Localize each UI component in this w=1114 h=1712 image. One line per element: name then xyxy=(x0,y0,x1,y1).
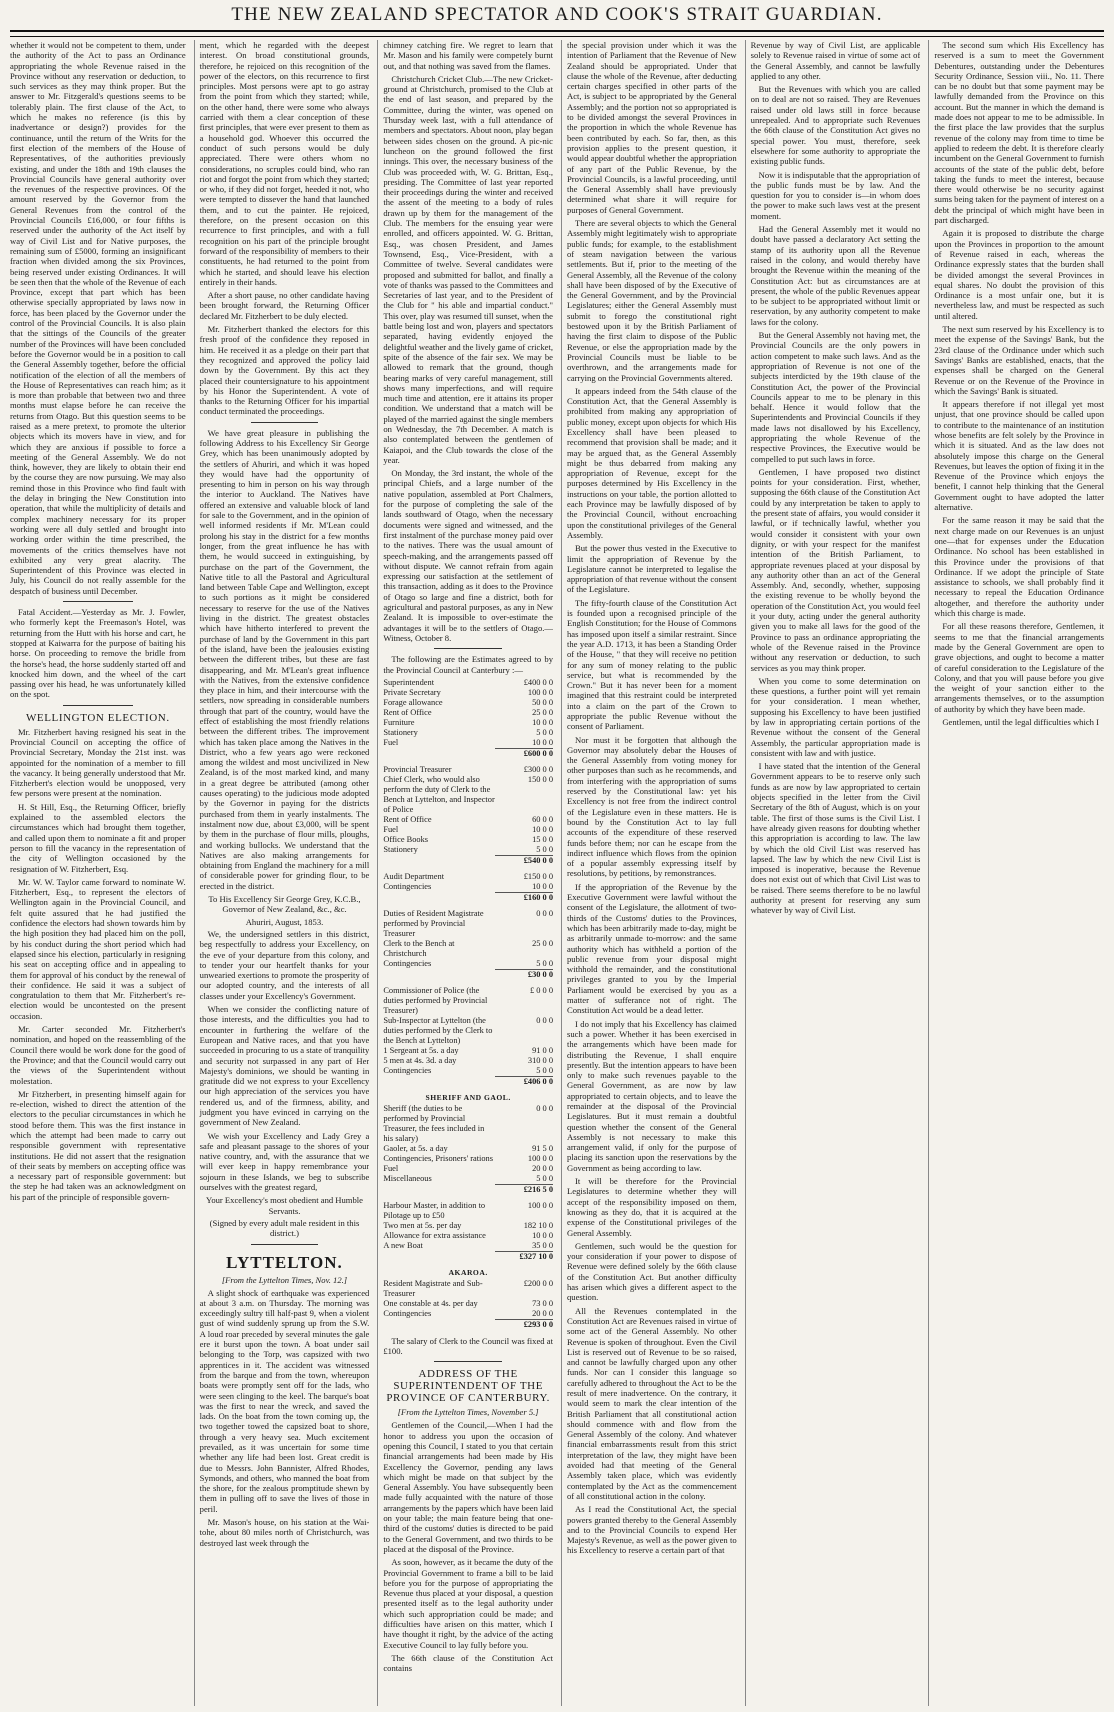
cricket-club-paragraph: Christchurch Cricket Club.—The new Cricket-ground at Christchurch, promised to the Club at the end of last season, and prepared by the Committee, during the winter, was opened on Thursday week last, with a full attendance of members and spectators. About noon, play began between sides chosen on the ground. A pic-nic luncheon on the ground followed the first innings. This over, the necessary business of the Club was proceeded with, W. G. Brittan, Esq., presiding. The Committee of last year reported their proceedings during the winter and received the assent of the meeting to a body of rules drawn up by them for the management of the Club. The members for the ensuing year were enrolled, and officers appointed. W. G. Brittan, Esq., was chosen President, and James Townsend, Esq., Vice-President, with a Committee of twelve. Several candidates were proposed and submitted for ballot, and finally a vote of thanks was passed to the Committees and Secretaries of last year, and to the President of the Club for " his able and impartial conduct." This over, play was resumed till sunset, when the battle being lost and won, players and spectators separated, having evidently enjoyed the delightful weather and the lively game of cricket, spite of the absence of the fair sex. We may be allowed to remark that the ground, though bearing marks of very careful management, still shows many imperfections, and will require much time and attention, ere it attains its proper condition. We understand that a match will be played of the married against the single members on Wednesday, the 7th December. A match is also contemplated between the gentlemen of Kaiapoi, and the Club towards the close of the year. xyxy=(383,73,553,465)
estimate-total: £540 0 0 xyxy=(495,855,553,866)
section-divider xyxy=(434,1361,502,1362)
estimate-row xyxy=(383,845,553,856)
estimate-amount: 0 0 0 xyxy=(536,1015,553,1025)
estimate-total-spacer xyxy=(383,969,495,980)
address-paragraph: When we consider the conflicting nature of those interests, and the difficulties you had to encounter in furthering the welfare of the European and Native races, and that you have succeeded in procuring to us a state of tranquility and security not surpassed in any part of Her Majesty's dominions, we should be wanting in gratitude did we not express to your Excellency our high appreciation of the services you have rendered us, and of the firmness, ability, and judgment you have evinced in carrying on the government of New Zealand. xyxy=(199,1004,370,1128)
estimate-row xyxy=(383,1221,553,1231)
estimate-item: Resident Magistrate and Sub-Treasurer xyxy=(383,1278,483,1298)
estimate-total: £216 5 0 xyxy=(495,1184,553,1195)
estimate-amount: 5 0 0 xyxy=(536,844,553,854)
address-paragraph: But the General Assembly not having met, the Provincial Councils are the only powers in action competent to make such laws. And as the appropriation of Revenue is not one of the subjects interdicted by the 19th clause of the Constitution Act, the power of the Provincial Councils appear to me to be plenary in this behalf. Hence it would follow that the Superintendents and Provincial Councils if they made laws not disallowed by his Excellency, appropriating the whole Revenue of the respective Provinces, the Executive would be compelled to put such laws in force. xyxy=(750,330,921,464)
address-paragraph: We wish your Excellency and Lady Grey a safe and pleasant passage to the shores of your native country, and, with the assurance that we will ever keep in happy remembrance your sojourn in these Islands, we beg to subscribe ourselves with the greatest regard, xyxy=(199,1130,370,1193)
estimate-amount: £200 0 0 xyxy=(523,1278,553,1288)
address-paragraph: It appears indeed from the 54th clause of the Constitution Act, that the General Assembly is prohibited from making any appropriation of public money, except upon objects for which His Excellency shall have been pleased to recommend that provision shall be made; and it may be argued that, as the General Assembly might be thus debarred from making any appropriation of Revenue, except for the purposes determined by His Excellency in the instructions on your table, the portion allotted to each Province may be lawfully disposed of by the Provincial Council, without encroaching upon the constitutional privileges of the General Assembly. xyxy=(567,385,737,540)
address-paragraph: It will be therefore for the Provincial Legislatures to determine whether they will accept of the responsibility imposed on them, knowing as they do, that it is acquired at the expense of the Constitutional privileges of the General Assembly. xyxy=(567,1176,737,1238)
estimates-table-3 xyxy=(383,872,553,903)
column-2 xyxy=(194,40,370,1706)
estimate-amount: 100 0 0 xyxy=(527,1153,553,1163)
estimate-amount: 20 0 0 xyxy=(532,1163,553,1173)
estimate-item: Forage allowance xyxy=(383,697,443,707)
estimates-table-8 xyxy=(383,1279,553,1330)
estimate-amount: 5 0 0 xyxy=(536,1065,553,1075)
estimate-row xyxy=(383,986,553,1016)
estimate-amount: 10 0 0 xyxy=(532,1230,553,1240)
estimate-row xyxy=(383,728,553,738)
column-4 xyxy=(561,40,737,1706)
estimate-total-spacer xyxy=(383,1319,495,1330)
address-paragraph: Again it is proposed to distribute the charge upon the Provinces in proportion to the amount of Revenue raised in each, whereas the Ordinance expressly states that the burden shall be divided amongst the several Provinces in equal shares. No doubt the provision of this Ordinance is a most unfair one, but it is nevertheless law, and must be respected as such until altered. xyxy=(934,228,1104,321)
estimate-item: Private Secretary xyxy=(383,687,441,697)
estimate-row xyxy=(383,1164,553,1174)
estimate-item: Office Books xyxy=(383,834,429,844)
estimate-row xyxy=(383,909,553,939)
address-paragraph: Had the General Assembly met it would no doubt have passed a declaratory Act setting the stamp of its authority upon all the Revenue raised in the colony, and would thereby have brought the Revenue within the meaning of the Constitution Act: but as circumstances are at present, the whole of the public Revenues appear to be subject to be appropriated without limit or reservation, by any authority competent to make laws for the colony. xyxy=(750,224,921,327)
estimate-row xyxy=(383,1154,553,1164)
estimate-amount: £150 0 0 xyxy=(523,871,553,881)
address-date: Ahuriri, August, 1853. xyxy=(245,916,324,927)
fire-continuation: chimney catching fire. We regret to learn that Mr. Mason and his family were competely burnt out, and that nothing was saved from the flames. xyxy=(383,40,553,71)
masthead-rule xyxy=(10,30,1104,37)
section-divider xyxy=(251,1244,319,1245)
column-1 xyxy=(10,40,186,1706)
estimate-amount: 100 0 0 xyxy=(527,1200,553,1210)
address-paragraph: The 66th clause of the Constitution Act contains xyxy=(383,1652,553,1674)
estimate-total-row xyxy=(383,1319,553,1330)
estimate-item: Contingencies, Prisoners' rations xyxy=(383,1153,494,1163)
estimate-row xyxy=(383,825,553,835)
estimate-item: A new Boat xyxy=(383,1240,423,1250)
column-5 xyxy=(745,40,921,1706)
estimate-amount: £300 0 0 xyxy=(523,764,553,774)
estimate-item: Contingencies xyxy=(383,1065,432,1075)
estimate-item: Superintendent xyxy=(383,677,435,687)
estimate-row xyxy=(383,1104,553,1144)
estimate-amount: 0 0 0 xyxy=(536,1103,553,1113)
estimate-amount: 5 0 0 xyxy=(536,727,553,737)
estimate-amount: 25 0 0 xyxy=(532,707,553,717)
estimate-item: Commissioner of Police (the duties performed by Provincial Treasurer) xyxy=(383,985,488,1015)
estimate-row xyxy=(383,678,553,688)
estimate-row xyxy=(383,939,553,959)
estimates-table-6 xyxy=(383,1104,553,1195)
election-paragraph: Mr. W. W. Taylor came forward to nominate W. Fitzherbert, Esq., to represent the electors of Wellington again in the Provincial Council, and felt quite assured that he had justified the confidence the electors had shown towards him by the high position they had placed him on the poll, by his conduct during the short period which had elapsed since his election, particularly in resigning his seat on accepting office and in appealing to them for approval of his conduct by the renewal of their confidence. He said it was a subject of congratulation to them that Mr. Fitzherbert's re-election would be uncontested on the present occasion. xyxy=(10,876,186,1021)
estimate-row xyxy=(383,698,553,708)
estimate-row xyxy=(383,1201,553,1221)
section-divider xyxy=(63,705,133,706)
estimate-item: 1 Sergeant at 5s. a day xyxy=(383,1045,459,1055)
column-3 xyxy=(377,40,553,1706)
estimate-amount: 150 0 0 xyxy=(527,774,553,784)
address-signoff: Your Excellency's most obedient and Humble Servants. xyxy=(205,1195,363,1216)
address-paragraph: But the power thus vested in the Executive to limit the appropriation of Revenue by the Legislature cannot be interpreted to legalise the appropriation of that revenue without the consent of the Legislature. xyxy=(567,543,737,595)
estimate-item: Rent of Office xyxy=(383,707,432,717)
earthquake-paragraph: A slight shock of earthquake was experienced at about 3 a.m. on Thursday. The morning was exceedingly sultry till half-past 9, when a violent gust of wind suddenly sprung up from the S.W. A loud roar preceded by several minutes the gale ere it burst upon the town. A boat under sail belonging to the Torp, was capsized with two apprentices in it. The accident was witnessed from the barque and from the town, whereupon boats were promptly sent off for the lads, who were seen clinging to the keel. The barque's boat was the first to near the wreck, and saved the lads. On the boat from the town coming up, the two together towed the capsized boat to shore, through a very heavy sea. Much excitement prevailed, as it was uncertain for some time whether any life had been lost. Great credit is due to Messrs. John Bannister, Alfred Rhodes, Symonds, and others, who manned the boat from the shore, for the zealous promptitude shewn by them in pulling off to save the lives of those in peril. xyxy=(199,1287,370,1514)
article-columns xyxy=(10,40,1104,1706)
estimate-item: Contingencies xyxy=(383,958,432,968)
estimate-total: £406 0 0 xyxy=(495,1076,553,1087)
estimate-total-row xyxy=(383,1076,553,1087)
estimate-total: £160 0 0 xyxy=(495,892,553,903)
estimate-item: Fuel xyxy=(383,824,399,834)
estimate-item: 5 men at 4s. 3d. a day xyxy=(383,1055,457,1065)
estimate-row xyxy=(383,1231,553,1241)
address-paragraph: Nor must it be forgotten that although the Governor may absolutely debar the Houses of the General Assembly from voting money for other purposes than such as he recommends, and from interfering with the appropriation of sums reserved by the Constitutional law: yet his Excellency is not free from the indirect control of the Legislature even in these matters. He is bound by the Constitution Act to lay full accounts of the expenditure of these reserved funds before them; nor can he escape from the indirect influence which flows from the opinion of a popular assembly expressing itself by resolutions, by petitions, by remonstrances. xyxy=(567,734,737,879)
estimate-row xyxy=(383,1016,553,1046)
estimate-row xyxy=(383,815,553,825)
estimate-total-row xyxy=(383,892,553,903)
estimate-total-spacer xyxy=(383,855,495,866)
estimate-total-spacer xyxy=(383,748,495,759)
estimate-total-row xyxy=(383,855,553,866)
estimate-item: Fuel xyxy=(383,1163,399,1173)
estimates-table-5 xyxy=(383,986,553,1087)
akaroa-heading: AKAROA. xyxy=(448,1267,488,1277)
superintendent-address-heading: ADDRESS OF THE SUPERINTENDENT OF THE PROVINCE OF CANTERBURY. xyxy=(386,1368,550,1405)
address-paragraph: For all these reasons therefore, Gentlemen, it seems to me that the financial arrangements made by the General Government are open to grave objections, and ought to become a matter of careful consideration to the Legislature of the Colony, and that you will pause before you give the weight of your sanction either to the arrangements themselves, or to the assumption of authority by which they have been made. xyxy=(934,621,1104,714)
address-continuation: Revenue by way of Civil List, are applicable solely to Revenue raised in virtue of some act of the General Assembly, and cannot be lawfully applied to any other. xyxy=(750,40,921,81)
address-paragraph: The fifty-fourth clause of the Constitution Act is founded upon a recognised principle of the English Constitution; for the House of Commons has imposed upon itself a similar restraint. Since the year A.D. 1713, it has been a Standing Order of the House, " that they will receive no petition for any sum of money relating to the public service, but what is recommended by the Crown." But it has never been for a moment imagined that this restraint could be interpreted into a claim on the part of the Crown to appropriate the public Revenue without the consent of Parliament. xyxy=(567,597,737,732)
estimates-table-2 xyxy=(383,765,553,866)
estimate-item: Duties of Resident Magistrate performed by Provincial Treasurer xyxy=(383,908,484,938)
estimate-item: Miscellaneous xyxy=(383,1173,432,1183)
estimate-row xyxy=(383,688,553,698)
estimate-amount: 15 0 0 xyxy=(532,834,553,844)
estimate-amount: 91 0 0 xyxy=(532,1045,553,1055)
estimate-amount: 10 0 0 xyxy=(532,881,553,891)
estimate-amount: 0 0 0 xyxy=(536,908,553,918)
editorial-continuation: whether it would not be competent to them, under the authority of the Act to pass an Ordinance appropriating the whole Revenue raised in the Province without any reservation or deduction, to such services as they may think proper. But the answer to Mr. Fitzgerald's questions seems to be tolerably plain. The first clause of the Act, to which he makes no reference (is this by inadvertance or design?) provides for the continuance, until the return of the Writs for the first election of the members of the House of Representatives, of the authorities previously existing, and under the 18th and 19th clauses the Provincial Councils have general authority over the revenues of the respective provinces. Of the amount reserved by the Governor from the General Revenues from the control of the Provincial Councils £16,000, or four fifths is reserved under the authority of the Act itself by way of Civil List and for Native purposes, the remaining sum of £5000, forming an insignificant fraction when divided among the six Provinces, being reserved under existing Ordinances. It will be seen then that the whole of the Revenue of each Province, except that part which has been otherwise specially appropriated by laws now in force, has been placed by the Governor under the control of the Provincial Councils. It is also plain that the sittings of the Councils of the greater number of the Provinces will have been concluded before the Governor would be in a position to call the General Assembly together, before the official notification of the election of all the members of the House of Representatives can reach him; as it is more than probable that between two and three months must elapse before he can receive the returns from Otago. But this question seems to be raised as a mere pretext, to promote the ulterior objects which its movers have in view, and for which they are anxious if possible to force a meeting of the General Assembly. We do not think, however, they are likely to obtain their end by the course they are now pursuing. We may also remind those in this Province who find fault with the delay in bringing the New Constitution into operation, that while the multiplicity of details and complex machinery necessary for its proper working were all duly settled and brought into working order within the time prescribed, the movements of the critics themselves have not exhibited any very great alacrity. The Superintendent of this Province was elected in July, his Council do not really assemble for the despatch of business until December. xyxy=(10,40,186,596)
estimate-item: Gaoler, at 5s. a day xyxy=(383,1143,448,1153)
estimate-item: Two men at 5s. per day xyxy=(383,1220,462,1230)
address-paragraph: I do not imply that his Excellency has claimed such a power. Whether it has been exercised in the arrangements which have been made for distributing the Revenue, I shall enquire presently. But the intention appears to have been only to make such revenues payable to the General Government, as are now by law appropriated to certain objects, and to leave the remainder at the disposal of the Provincial Legislatures. But it must remain a doubtful question whether the consent of the General Assembly is not necessary to make this arrangement valid, if only for the purpose of placing its sanction upon the reservations by the Government as being according to law. xyxy=(567,1018,737,1173)
election-paragraph: Mr. Fitzherbert having resigned his seat in the Provincial Council on accepting the office of Provincial Secretary, Monday the 21st inst. was appointed for the nomination of a member to fill the vacancy. It being generally understood that Mr. Fitzherbert's election would be unopposed, very few persons were present at the nomination. xyxy=(10,726,186,799)
estimate-total-spacer xyxy=(383,1076,495,1087)
address-paragraph: Now it is indisputable that the appropriation of the public funds must be by law. And the question for you to consider is—in whom does the power to make such laws vest at the present moment. xyxy=(750,169,921,221)
otago-sale-paragraph: On Monday, the 3rd instant, the whole of the principal Chiefs, and a large number of the native population, assembled at Port Chalmers, for the purpose of completing the sale of the lands southward of Otago, when the necessary documents were signed and witnessed, and the first instalment of the purchase money paid over to the natives. There was the usual amount of speech-making, and the arrangements passed off without dispute. We cannot refrain from again expressing our satisfaction at the settlement of this transaction, adding as it does to the Province of Otago so large and fine a district, both for agricultural and pastoral purposes, as any in New Zealand. It is impossible to over-estimate the advantages it will be to the settlers of Otago.—Witness, October 8. xyxy=(383,468,553,643)
estimates-table-4 xyxy=(383,909,553,980)
estimate-item: Audit Department xyxy=(383,871,445,881)
election-paragraph: H. St Hill, Esq., the Returning Officer, briefly explained to the assembled electors the circumstances which had brought them together, and called upon them to nominate a fit and proper person to fill the vacancy in the representation of the city of Wellington occasioned by the resignation of W. Fitzherbert, Esq. xyxy=(10,801,186,874)
election-paragraph: Mr. Carter seconded Mr. Fitzherbert's nomination, and hoped on the reassembling of the Council there would be work done for the good of the Province; and that the Council would carry out the views of the Superintendent without molestation. xyxy=(10,1024,186,1086)
estimate-total-spacer xyxy=(383,892,495,903)
estimate-amount: 310 0 0 xyxy=(527,1055,553,1065)
estimate-total-row xyxy=(383,748,553,759)
election-continuation: ment, which he regarded with the deepest interest. On broad constitutional grounds, therefore, he rejoiced on this recognition of the power of the electors, on this recurrence to first principles. Most persons were apt to go astray from the point from which they started; while, on the other hand, there were some who always carried with them a clear conception of these first principles, that were ever present to them as a household god. Whoever this occurred the conduct of such persons would be duly appreciated. There were others whom no considerations, no scruples could bind, who ran riot and forgot the point from which they started; or who, if they did not forget, heeded it not, who were tempted to dissever the hand that launched them, and to cut the painter. He rejoiced, therefore, on the present occasion on this recurrence to first principles, and with a full recognition on his part of the principle brought forward of the responsibility of members to their constituents, he had returned to the point from which he started, and should leave his election entirely in their hands. xyxy=(199,40,370,287)
address-paragraph: I have stated that the intention of the General Government appears to be to reserve only such funds as are now by law appropriated to certain objects specified in the letter from the Civil Secretary of the 8th of August, which is on your table. The first of those sums is the Civil List. I have already given reasons for doubting whether this appropriation is according to law. The law by which the old Civil List was reserved has lapsed. The law by which the new Civil List is imposed is inoperative, because the Revenue does not exist out of which that Civil List was to be raised. There seems therefore to be no lawful authority at present for reserving any sum whatever by way of Civil List. xyxy=(750,761,921,916)
address-paragraph: The next sum reserved by his Excellency is to meet the expense of the Savings' Bank, but the 23rd clause of the Ordinance under which such Savings' Banks are established, enacts, that the expenses shall be charged on the General Revenue or on the Revenue of the Province in which the Savings' Bank is situated. xyxy=(934,324,1104,396)
lyttelton-source: [From the Lyttelton Times, Nov. 12.] xyxy=(221,1274,348,1285)
estimate-row xyxy=(383,1299,553,1309)
estimate-row xyxy=(383,1309,553,1320)
estimate-row xyxy=(383,1066,553,1077)
estimate-total-spacer xyxy=(383,1184,495,1195)
estimate-total-row xyxy=(383,1251,553,1262)
estimate-row xyxy=(383,882,553,893)
estimate-amount: 10 0 0 xyxy=(532,824,553,834)
estimate-row xyxy=(383,1174,553,1185)
mason-fire-paragraph: Mr. Mason's house, on his station at the Wai-tohe, about 80 miles north of Christchurch, was destroyed last week through the xyxy=(199,1517,370,1548)
estimate-total-spacer xyxy=(383,1251,495,1262)
estimate-total: £327 10 0 xyxy=(495,1251,553,1262)
estimate-amount: 35 0 0 xyxy=(532,1240,553,1250)
estimate-item: Contingencies xyxy=(383,881,432,891)
estimates-intro: The following are the Estimates agreed to by the Provincial Council at Canterbury :— xyxy=(383,654,553,675)
address-paragraph: We, the undersigned settlers in this district, beg respectfully to address your Excellency, on the eve of your departure from this colony, and to tender your our heartfelt thanks for your unwearied exertions to promote the prosperity of our adopted country, and the interests of all classes under your Excellency's Government. xyxy=(199,928,370,1001)
estimate-row xyxy=(383,738,553,749)
estimate-row xyxy=(383,1046,553,1056)
address-paragraph: When you come to some determination on these questions, a further point will yet remain for your consideration. I mean whether, supposing his Excellency to have been justified by law in appropriating certain portions of the Revenue without the consent of the General Assembly, the particular appropriation made is consistent with law and with justice. xyxy=(750,675,921,758)
estimate-amount: 5 0 0 xyxy=(536,958,553,968)
estimates-table-1 xyxy=(383,678,553,759)
clerk-salary-paragraph: The salary of Clerk to the Council was fixed at £100. xyxy=(383,1335,553,1357)
estimate-amount: 10 0 0 xyxy=(532,717,553,727)
address-paragraph: Gentlemen, I have proposed two distinct points for your consideration. First, whether, supposing the 66th clause of the Constitution Act could by any interpretation be taken to apply to the present state of affairs, you would consider it lawful, or if technically lawful, whether you would consider it consistent with your own dignity, or with your respect for the manifest intention of the British Parliament, to appropriate revenues placed at your disposal by any authority other than an act of the General Assembly. And, secondly, whether, supposing the existing revenue to be wholly beyond the operation of the Constitution Act, you would feel it your duty, acting under the general authority given you to make all laws for the good of the Province to pass an ordinance appropriating the whole of the Revenue raised in the Province without any reservation or deduction, to such services as you may think proper. xyxy=(750,466,921,673)
column-6 xyxy=(928,40,1104,1706)
estimate-item: Contingencies xyxy=(383,1308,432,1318)
estimate-amount: 50 0 0 xyxy=(532,697,553,707)
masthead-title: THE NEW ZEALAND SPECTATOR AND COOK'S STRAIT GUARDIAN. xyxy=(231,4,883,25)
estimate-item: Furniture xyxy=(383,717,415,727)
estimate-item: Stationery xyxy=(383,844,418,854)
address-paragraph: As soon, however, as it became the duty of the Provincial Government to frame a bill to be laid before you for the purpose of appropriating the Revenue thus placed at your disposal, a question presented itself as to the legal authority under which such appropriation could be made; and difficulties have arisen on this matter, which I have thought it right, by the advice of the acting Executive Council to lay fully before you. xyxy=(383,1557,553,1650)
election-paragraph: Mr. Fitzherbert thanked the electors for this fresh proof of the confidence they reposed in him. He received it as a pledge on their part that they recognized and approved the policy laid down by the Government. By this act they placed their countersignature to his appointment by his Honor the Superintendent. A vote of thanks to the Returning Officer for his impartial conduct terminated the proceedings. xyxy=(199,324,370,417)
superintendent-address-source: [From the Lyttelton Times, November 5.] xyxy=(397,1407,539,1418)
estimate-item: Provincial Treasurer xyxy=(383,764,452,774)
estimate-row xyxy=(383,1241,553,1252)
estimate-item: Harbour Master, in addition to Pilotage up to £50 xyxy=(383,1200,486,1220)
estimate-row xyxy=(383,708,553,718)
estimate-total: £293 0 0 xyxy=(495,1319,553,1330)
address-paragraph: There are several objects to which the General Assembly might legitimately wish to appropriate public funds; for example, to the establishment of steam navigation between the various settlements. But if, prior to the meeting of the General Assembly, all the Revenue of the colony shall have been disposed of by the Executive of the General Government, and by the Provincial Legislatures; either the General Assembly must submit to forego the constitutional right bestowed upon it by the British Parliament of having the first claim to dispose of the Public Revenue, or else the appropriation made by the Provincial Councils must be liable to be overthrown, and the arrangements made for carrying on the Provincial Governments altered. xyxy=(567,218,737,383)
address-paragraph: Gentlemen of the Council,—When I had the honor to address you upon the occasion of opening this Council, I stated to you that certain financial arrangements had been made by His Excellency the Governor, pending any laws which might be made on that subject by the General Assembly. You have subsequently been made fully acquainted with the nature of those arrangements by the papers which have been laid on your table; the main feature being that one-third of the customs' duties is directed to be paid to the General Government, and two thirds to be placed at the disposal of the Province. xyxy=(383,1420,553,1554)
estimate-row xyxy=(383,872,553,882)
estimate-amount: 60 0 0 xyxy=(532,814,553,824)
address-paragraph: As I read the Constitutional Act, the special powers granted thereby to the General Assembly and to the Provincial Councils to expend Her Majesty's Revenue, as well as the power given to his Excellency to reserve a certain part of that xyxy=(567,1504,737,1556)
estimate-amount: 73 0 0 xyxy=(532,1298,553,1308)
wellington-election-heading: WELLINGTON ELECTION. xyxy=(25,711,170,724)
estimate-amount: £400 0 0 xyxy=(523,677,553,687)
fatal-accident-paragraph: Fatal Accident.—Yesterday as Mr. J. Fowler, who formerly kept the Freemason's Hotel, was returning from the Hutt with his horse and cart, he stopped at Kaiwarra for the purpose of baiting his horse. On proceeding to remove the bridle from the horse's head, the horse suddenly started off and knocked him down, and the wheel of the cart passing over his head, he was unfortunately killed on the spot. xyxy=(10,607,186,700)
section-divider xyxy=(434,648,502,649)
estimate-total-row xyxy=(383,969,553,980)
lyttelton-heading: LYTTELTON. xyxy=(226,1252,343,1272)
estimate-amount: 25 0 0 xyxy=(532,938,553,948)
address-paragraph: The second sum which His Excellency has reserved is a sum to meet the Government Debentures, outstanding under the Debentures Security Ordinance, Session viii., No. 11. There can be no doubt but that some payment may be lawfully demanded from the Province on this account. But the manner in which the demand is made does not appear to me to be admissible. In the first place the law provides that the surplus revenue of the colony may from time to time be applied to redeem the debt. It is therefore clearly incumbent on the General Government to furnish accounts of the state of the public debt, before taking the funds to meet the interest, because there would otherwise be no security against sums being taken for the payment of interest on a debt the principal of which might have been in part discharged. xyxy=(934,40,1104,226)
address-paragraph: If the appropriation of the Revenue by the Executive Government were lawful without the consent of the Legislature, the allotment of two-thirds of the Customs' duties to the Provinces, which has been arbitrarily made to-day, might be as arbitrarily unmade to-morrow: and the same authority which has withheld a portion of the public revenue from your disposal might withhold the remainder, and the constitutional privileges granted to you by the Imperial Parliament would be exercised by you as a matter of sufferance not of right. The Constitution Act would be a dead letter. xyxy=(567,881,737,1016)
election-paragraph: After a short pause, no other candidate having been brought forward, the Returning Officer declared Mr. Fitzherbert to be duly elected. xyxy=(199,290,370,321)
estimate-row xyxy=(383,959,553,970)
estimate-item: Rent of Office xyxy=(383,814,432,824)
election-paragraph: Mr Fitzherbert, in presenting himself again for re-election, wished to direct the attention of the electors to the peculiar circumstances in which he stood before them. This was the first instance in which the attempt had been made to carry out responsible government with representative institutions. He did not assert that the resignation of their seats by members on accepting office was a necessary part of responsible government: but the step he had taken was an acknowledgment on his part of the principle of responsible govern- xyxy=(10,1088,186,1202)
estimate-item: Sub-Inspector at Lyttelton (the duties performed by the Clerk to the Bench at Lyttelton) xyxy=(383,1015,493,1045)
address-paragraph: It appears therefore if not illegal yet most unjust, that one province should be called upon to contribute to the maintenance of an institution whose benefits are felt solely by the Province in which it is situated. And as the law does not absolutely impose this charge on the General Revenues, but leaves the option of fixing it in the Revenue of the Province which enjoys the benefit, I cannot help thinking that the General Government ought to have adopted the latter alternative. xyxy=(934,399,1104,513)
estimate-item: One constable at 4s. per day xyxy=(383,1298,478,1308)
address-recipient: To His Excellency Sir George Grey, K.C.B., Governor of New Zealand, &c., &c. xyxy=(208,894,361,915)
address-paragraph: For the same reason it may be said that the next charge made on our Revenues is an unjust one—that for expenses under the Education Ordinance. No school has been established in this Province under the provisions of that Ordinance. If we adopt the principle of State assistance to schools, we shall probably find it necessary to repeal the Education Ordinance altogether, and therefore the authority under which this charge is made. xyxy=(934,515,1104,619)
address-paragraph: All the Revenues contemplated in the Constitution Act are Revenues raised in virtue of some act of the General Assembly. No other Revenue is spoken of throughout. Even the Civil List is reserved out of Revenue to be so raised, and cannot be lawfully charged upon any other funds. Nor can I consider this language so carefully adhered to throughout the Act to be the result of mere inadvertence. On the contrary, it would seem to mark the clear intention of the British Parliament that all constitutional action should commence with and flow from the General Assembly of the colony. And whatever financial embarrassments result from this strict interpretation of the law, they might have been avoided had that meeting of the General Assembly taken place, which was evidently contemplated by the Act as the commencement of all constitutional action in the colony. xyxy=(567,1305,737,1501)
estimate-row xyxy=(383,1279,553,1299)
address-continuation: the special provision under which it was the intention of Parliament that the Revenue of New Zealand should be appropriated. Under that clause the whole of the Revenue, after deducting certain charges specified in other parts of the Act, is subject to be appropriated by the General Assembly; and the portion not so appropriated is to be divided amongst the several Provinces in the proportion in which the whole Revenue has been contributed by each. So far, then, as this provision applies to the present question, it would appear doubtful whether the appropriation of any part of the Public Revenue, by the Provincial Councils, is a lawful proceeding, until the General Assembly shall have previously determined what share it will require for purposes of General Government. xyxy=(567,40,737,215)
address-paragraph: Gentlemen, until the legal difficulties which I xyxy=(942,717,1099,727)
estimate-item: Clerk to the Bench at Christchurch xyxy=(383,938,455,958)
section-divider xyxy=(63,601,133,602)
estimate-item: Allowance for extra assistance xyxy=(383,1230,486,1240)
estimate-row xyxy=(383,718,553,728)
estimates-table-7 xyxy=(383,1201,553,1262)
estimate-item: Chief Clerk, who would also perform the duty of Clerk to the Bench at Lyttelton, and Inspector of Police xyxy=(383,774,495,814)
estimate-amount: 182 10 0 xyxy=(523,1220,553,1230)
address-paragraph: Gentlemen, such would be the question for your consideration if your power to dispose of Revenue were defined solely by the 66th clause of the Constitution Act. But another difficulty has arisen which gives a different aspect to the question. xyxy=(567,1240,737,1303)
estimate-amount: 91 5 0 xyxy=(532,1143,553,1153)
estimate-amount: 20 0 0 xyxy=(532,1308,553,1318)
sheriff-gaol-heading: SHERIFF AND GAOL. xyxy=(425,1092,511,1102)
estimate-row xyxy=(383,1144,553,1154)
estimate-row xyxy=(383,1056,553,1066)
estimate-total: £600 0 0 xyxy=(495,748,553,759)
address-signed-note: (Signed by every adult male resident in this district.) xyxy=(209,1217,360,1239)
estimate-amount: 100 0 0 xyxy=(527,687,553,697)
estimate-item: Sheriff (the duties to be performed by Provincial Treasurer, the fees included in his salary) xyxy=(383,1103,485,1143)
estimate-amount: 5 0 0 xyxy=(536,1173,553,1183)
estimate-item: Fuel xyxy=(383,737,399,747)
estimate-row xyxy=(383,765,553,775)
address-paragraph: But the Revenues with which you are called on to deal are not so raised. They are Revenues raised under old laws still in force because unrepealed. And to appropriate such Revenues the 66th clause of the Constitution Act gives no special power. You must, therefore, seek elsewhere for some authority to appropriate the existing public funds. xyxy=(750,84,921,167)
ahuriri-address-intro: We have great pleasure in publishing the following Address to his Excellency Sir George Grey, which has been unanimously adopted by the settlers of Ahuriri, and which it was hoped they would have had the opportunity of presenting to him in person on his way through the interior to Auckland. The Natives have offered an extensive and valuable block of land for sale to the Government, and in the opinion of well informed residents if Mr. M'Lean could prolong his stay in the district for a few months longer, from the great influence he has with them, he would succeed in extinguishing, by purchase on the part of the Government, the Native title to all the Pastoral and Agricultural land between Table Cape and Wellington, except to such portions as it might be considered necessary to reserve for the use of the Natives living in the district. The greatest obstacles which have hitherto interfered to prevent the purchase of land by the Government in this part of the island, have been the jealousies existing between the different tribes, but these are fast disappearing, and Mr. M'Lean's great influence with the Natives, from the extensive confidence they place in him, and their intercourse with the settlers, now spreading in considerable numbers through that part of the country, would have the effect of establishing the most friendly relations between the different tribes. The improvement which has taken place among the Natives in the District, who a few years ago were reckoned among the wildest and most uncivilized in New Zealand, is of the most marked kind, and many in a great degree be attributed (among other causes operating) to the judicious mode adopted by the Governor in paying for the districts purchased from them in yearly instalments. The instalment now due, about £3,000, will be spent by them in the purchase of flour mills, ploughs, and working bullocks. We understand that the Natives are also making arrangements for obtaining from England the machinery for a mill of considerable power for grinding flour, to be erected in the district. xyxy=(199,427,370,891)
estimate-item: Stationery xyxy=(383,727,418,737)
estimate-total: £30 0 0 xyxy=(495,969,553,980)
estimate-total-row xyxy=(383,1184,553,1195)
section-divider xyxy=(251,422,319,423)
estimate-row xyxy=(383,775,553,815)
estimate-amount: 10 0 0 xyxy=(532,737,553,747)
estimate-amount: £ 0 0 0 xyxy=(529,985,553,995)
estimate-row xyxy=(383,835,553,845)
